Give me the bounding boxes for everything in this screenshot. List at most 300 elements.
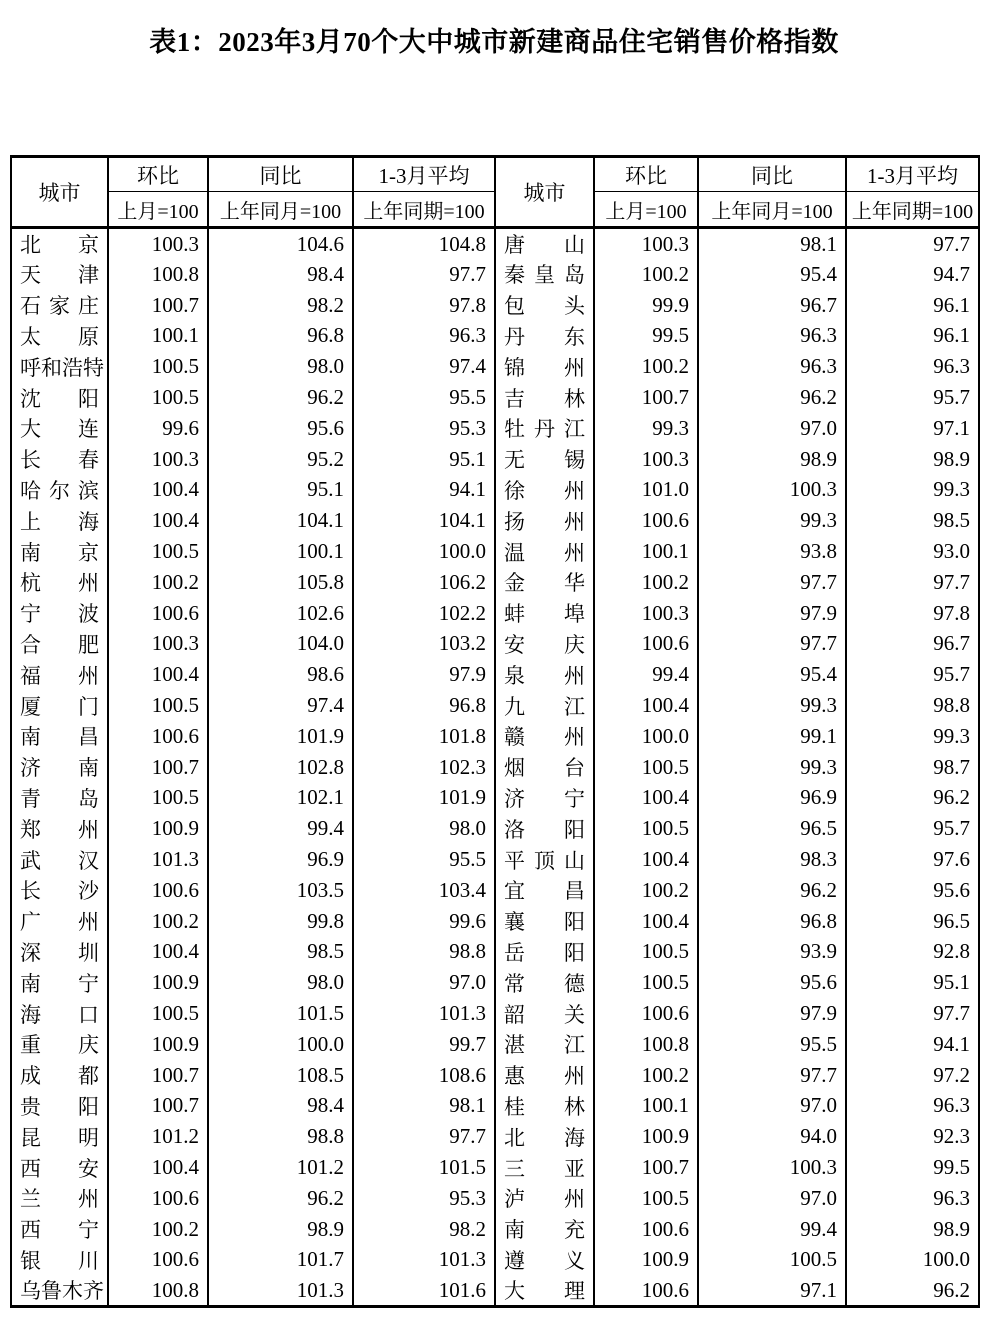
city-cell-left-text: [12, 1245, 107, 1275]
city-char: 州: [564, 1187, 585, 1212]
header-avg-base-right: 上年同期=100: [846, 192, 979, 228]
value-yoy-left: 96.2: [208, 382, 353, 413]
city-char: 德: [564, 971, 585, 996]
city-cell-left-text: [12, 937, 107, 967]
city-char: 州: [564, 1064, 585, 1089]
city-char: 波: [78, 602, 99, 627]
value-yoy-right: 99.3: [698, 752, 846, 783]
value-mom-left: 100.9: [108, 967, 208, 998]
value-mom-right: 100.9: [594, 1245, 698, 1276]
value-yoy-left: 98.9: [208, 1214, 353, 1245]
value-yoy-right: 98.1: [698, 228, 846, 260]
value-yoy-right: 94.0: [698, 1121, 846, 1152]
value-avg-left: 98.8: [353, 937, 495, 968]
value-yoy-right: 95.5: [698, 1029, 846, 1060]
city-char: 州: [78, 663, 99, 688]
value-mom-right: 99.4: [594, 659, 698, 690]
city-cell-left-text: [12, 537, 107, 567]
city-char: 烟: [504, 756, 525, 781]
city-cell-left: [11, 998, 108, 1029]
header-mom-right: 环比: [594, 157, 698, 192]
value-yoy-right: 100.3: [698, 475, 846, 506]
city-char: 杭: [20, 571, 41, 596]
city-cell-left: [11, 598, 108, 629]
value-yoy-left: 98.5: [208, 937, 353, 968]
value-avg-left: 95.3: [353, 1183, 495, 1214]
table-row: [11, 752, 979, 783]
city-char: 州: [564, 509, 585, 534]
city-cell-left: [11, 1091, 108, 1122]
city-char: 庄: [78, 294, 99, 319]
table-row: [11, 813, 979, 844]
city-char: 州: [564, 540, 585, 565]
value-yoy-right: 100.3: [698, 1152, 846, 1183]
value-avg-left: 101.9: [353, 783, 495, 814]
value-yoy-left: 96.9: [208, 844, 353, 875]
value-avg-left: 97.8: [353, 290, 495, 321]
value-mom-right: 100.3: [594, 228, 698, 260]
city-cell-right-text: [496, 506, 593, 536]
value-mom-left: 100.4: [108, 1152, 208, 1183]
value-mom-right: 100.4: [594, 690, 698, 721]
value-mom-right: 99.9: [594, 290, 698, 321]
city-char: 吉: [504, 386, 525, 411]
city-cell-right-text: [496, 691, 593, 721]
city-cell-right-text: [496, 537, 593, 567]
city-cell-right-text: [496, 1091, 593, 1121]
value-mom-right: 100.7: [594, 1152, 698, 1183]
value-mom-right: 100.3: [594, 598, 698, 629]
city-char: 阳: [564, 940, 585, 965]
value-mom-left: 100.9: [108, 813, 208, 844]
city-cell-left-text: [12, 721, 107, 751]
city-char: 广: [20, 910, 41, 935]
table-row: [11, 783, 979, 814]
page-title: 表1：2023年3月70个大中城市新建商品住宅销售价格指数: [149, 27, 839, 57]
value-mom-left: 100.7: [108, 1060, 208, 1091]
city-char: 州: [564, 478, 585, 503]
city-cell-right-text: [496, 475, 593, 505]
city-char: 银: [20, 1248, 41, 1273]
table-row: [11, 1121, 979, 1152]
value-yoy-right: 96.5: [698, 813, 846, 844]
value-mom-right: 100.2: [594, 259, 698, 290]
city-cell-right: [495, 536, 594, 567]
city-cell-right-text: [496, 814, 593, 844]
value-yoy-left: 100.0: [208, 1029, 353, 1060]
city-cell-right: [495, 937, 594, 968]
value-yoy-right: 96.2: [698, 875, 846, 906]
table-row: [11, 875, 979, 906]
value-mom-left: 100.4: [108, 475, 208, 506]
city-char: 乌: [20, 1279, 41, 1304]
city-cell-right-text: [496, 660, 593, 690]
city-cell-left-text: [12, 383, 107, 413]
value-yoy-left: 103.5: [208, 875, 353, 906]
city-char: 门: [78, 694, 99, 719]
value-avg-left: 100.0: [353, 536, 495, 567]
value-mom-right: 100.1: [594, 536, 698, 567]
city-char: 合: [20, 632, 41, 657]
city-cell-left: [11, 1152, 108, 1183]
value-avg-left: 99.6: [353, 906, 495, 937]
price-index-table: [10, 155, 980, 1308]
city-cell-right: [495, 659, 594, 690]
value-yoy-right: 98.3: [698, 844, 846, 875]
city-char: 和: [41, 355, 62, 380]
city-cell-left-text: [12, 1029, 107, 1059]
city-char: 林: [564, 1094, 585, 1119]
city-cell-right-text: [496, 999, 593, 1029]
city-char: 海: [564, 1125, 585, 1150]
value-yoy-left: 105.8: [208, 567, 353, 598]
city-cell-right-text: [496, 752, 593, 782]
value-yoy-left: 97.4: [208, 690, 353, 721]
city-char: 南: [504, 1218, 525, 1243]
city-cell-left: [11, 259, 108, 290]
city-cell-left: [11, 721, 108, 752]
city-cell-left-text: [12, 1060, 107, 1090]
city-cell-left: [11, 351, 108, 382]
city-char: 州: [564, 725, 585, 750]
value-avg-left: 97.0: [353, 967, 495, 998]
table-body: [11, 228, 979, 1307]
city-char: 丹: [504, 324, 525, 349]
city-char: 九: [504, 694, 525, 719]
city-cell-right-text: [496, 875, 593, 905]
city-char: 川: [78, 1248, 99, 1273]
table-row: [11, 937, 979, 968]
city-cell-left-text: [12, 567, 107, 597]
city-char: 无: [504, 448, 525, 473]
city-char: 阳: [564, 910, 585, 935]
city-char: 包: [504, 294, 525, 319]
value-mom-right: 101.0: [594, 475, 698, 506]
city-char: 亚: [564, 1156, 585, 1181]
city-char: 东: [564, 324, 585, 349]
city-char: 连: [78, 417, 99, 442]
city-cell-right: [495, 382, 594, 413]
city-char: 锦: [504, 355, 525, 380]
city-cell-right-text: [496, 383, 593, 413]
value-mom-right: 100.4: [594, 844, 698, 875]
value-yoy-left: 102.1: [208, 783, 353, 814]
city-char: 西: [20, 1218, 41, 1243]
city-char: 京: [78, 540, 99, 565]
city-char: 昌: [564, 879, 585, 904]
value-avg-left: 108.6: [353, 1060, 495, 1091]
value-mom-right: 100.6: [594, 505, 698, 536]
city-cell-right: [495, 752, 594, 783]
city-cell-left: [11, 875, 108, 906]
value-mom-left: 100.2: [108, 567, 208, 598]
table-row: [11, 567, 979, 598]
city-cell-right: [495, 967, 594, 998]
city-cell-right: [495, 567, 594, 598]
city-cell-right: [495, 998, 594, 1029]
city-char: 海: [78, 509, 99, 534]
city-cell-right: [495, 351, 594, 382]
city-char: 华: [564, 571, 585, 596]
city-cell-right-text: [496, 229, 593, 259]
city-cell-right: [495, 413, 594, 444]
value-mom-left: 100.3: [108, 228, 208, 260]
city-char: 鲁: [41, 1279, 62, 1304]
city-char: 圳: [78, 940, 99, 965]
value-avg-left: 98.1: [353, 1091, 495, 1122]
value-avg-right: 96.1: [846, 290, 979, 321]
table-row: [11, 321, 979, 352]
city-cell-right-text: [496, 259, 593, 289]
header-mom-base-right: 上月=100: [594, 192, 698, 228]
city-cell-left-text: [12, 1091, 107, 1121]
city-char: 江: [564, 694, 585, 719]
city-char: 皇: [534, 263, 555, 288]
city-cell-right: [495, 290, 594, 321]
city-cell-right: [495, 1275, 594, 1307]
city-cell-right: [495, 721, 594, 752]
city-char: 蚌: [504, 602, 525, 627]
city-char: 厦: [20, 694, 41, 719]
value-avg-left: 94.1: [353, 475, 495, 506]
city-char: 林: [564, 386, 585, 411]
value-yoy-right: 97.7: [698, 567, 846, 598]
city-char: 泸: [504, 1187, 525, 1212]
city-cell-left-text: [12, 259, 107, 289]
city-char: 宁: [564, 786, 585, 811]
city-char: 福: [20, 663, 41, 688]
value-mom-left: 100.4: [108, 659, 208, 690]
value-avg-right: 97.7: [846, 228, 979, 260]
value-avg-right: 98.9: [846, 1214, 979, 1245]
city-char: 扬: [504, 509, 525, 534]
city-char: 郑: [20, 817, 41, 842]
city-char: 洛: [504, 817, 525, 842]
city-char: 赣: [504, 725, 525, 750]
city-cell-left: [11, 382, 108, 413]
value-yoy-right: 97.0: [698, 1091, 846, 1122]
value-mom-left: 100.3: [108, 444, 208, 475]
city-char: 春: [78, 448, 99, 473]
city-cell-left-text: [12, 506, 107, 536]
city-char: 庆: [564, 632, 585, 657]
city-char: 秦: [504, 263, 525, 288]
value-yoy-left: 102.6: [208, 598, 353, 629]
city-char: 台: [564, 756, 585, 781]
value-avg-right: 96.1: [846, 321, 979, 352]
city-cell-left-text: [12, 845, 107, 875]
value-mom-left: 100.6: [108, 1183, 208, 1214]
city-char: 长: [20, 448, 41, 473]
city-char: 安: [78, 1156, 99, 1181]
header-avg-base-left: 上年同期=100: [353, 192, 495, 228]
city-cell-right: [495, 1214, 594, 1245]
value-mom-right: 100.2: [594, 1060, 698, 1091]
city-cell-left: [11, 783, 108, 814]
value-avg-right: 99.3: [846, 475, 979, 506]
city-cell-left-text: [12, 444, 107, 474]
value-yoy-left: 96.2: [208, 1183, 353, 1214]
table-row: [11, 1275, 979, 1307]
city-char: 青: [20, 786, 41, 811]
city-cell-right-text: [496, 290, 593, 320]
city-cell-right: [495, 475, 594, 506]
table-row: [11, 1183, 979, 1214]
value-mom-right: 100.3: [594, 444, 698, 475]
city-cell-left: [11, 321, 108, 352]
city-cell-right: [495, 1245, 594, 1276]
city-cell-left: [11, 290, 108, 321]
value-avg-right: 97.6: [846, 844, 979, 875]
value-yoy-left: 98.6: [208, 659, 353, 690]
city-char: 丹: [534, 417, 555, 442]
value-avg-left: 104.1: [353, 505, 495, 536]
city-char: 太: [20, 324, 41, 349]
city-char: 徐: [504, 478, 525, 503]
city-char: 岳: [504, 940, 525, 965]
value-mom-left: 100.5: [108, 690, 208, 721]
city-char: 重: [20, 1033, 41, 1058]
value-yoy-right: 99.3: [698, 505, 846, 536]
header-yoy-right: 同比: [698, 157, 846, 192]
city-cell-left: [11, 505, 108, 536]
city-cell-left-text: [12, 814, 107, 844]
value-avg-left: 106.2: [353, 567, 495, 598]
value-avg-right: 97.8: [846, 598, 979, 629]
city-char: 齐: [83, 1279, 104, 1304]
city-char: 京: [78, 233, 99, 257]
value-avg-left: 103.2: [353, 629, 495, 660]
value-yoy-right: 96.3: [698, 351, 846, 382]
value-yoy-right: 93.9: [698, 937, 846, 968]
value-mom-left: 100.5: [108, 783, 208, 814]
value-yoy-right: 97.1: [698, 1275, 846, 1307]
city-cell-left: [11, 659, 108, 690]
city-cell-right-text: [496, 629, 593, 659]
value-avg-left: 95.3: [353, 413, 495, 444]
value-yoy-left: 99.4: [208, 813, 353, 844]
value-yoy-left: 108.5: [208, 1060, 353, 1091]
value-yoy-left: 104.6: [208, 228, 353, 260]
value-mom-right: 100.5: [594, 937, 698, 968]
table-row: [11, 844, 979, 875]
city-char: 阳: [78, 386, 99, 411]
value-avg-right: 94.7: [846, 259, 979, 290]
value-avg-left: 104.8: [353, 228, 495, 260]
city-char: 宁: [20, 602, 41, 627]
value-yoy-left: 101.2: [208, 1152, 353, 1183]
city-cell-right: [495, 1152, 594, 1183]
city-cell-left: [11, 1183, 108, 1214]
city-cell-left: [11, 1275, 108, 1307]
city-cell-right-text: [496, 321, 593, 351]
city-cell-right: [495, 783, 594, 814]
value-yoy-right: 93.8: [698, 536, 846, 567]
value-yoy-right: 97.7: [698, 629, 846, 660]
city-cell-right-text: [496, 1122, 593, 1152]
value-avg-right: 98.9: [846, 444, 979, 475]
value-yoy-left: 101.9: [208, 721, 353, 752]
value-mom-right: 100.0: [594, 721, 698, 752]
value-mom-right: 100.2: [594, 351, 698, 382]
value-avg-right: 96.5: [846, 906, 979, 937]
value-mom-left: 100.5: [108, 351, 208, 382]
value-mom-left: 100.6: [108, 721, 208, 752]
value-avg-right: 96.3: [846, 1091, 979, 1122]
city-char: 浩: [62, 355, 83, 380]
city-cell-left: [11, 536, 108, 567]
value-yoy-right: 97.9: [698, 998, 846, 1029]
value-mom-right: 100.2: [594, 875, 698, 906]
city-char: 口: [78, 1002, 99, 1027]
city-cell-left: [11, 967, 108, 998]
value-avg-left: 97.4: [353, 351, 495, 382]
city-char: 襄: [504, 910, 525, 935]
value-mom-right: 100.5: [594, 967, 698, 998]
table-row: [11, 967, 979, 998]
value-mom-right: 99.5: [594, 321, 698, 352]
city-char: 津: [78, 263, 99, 288]
table-row: [11, 1060, 979, 1091]
table-row: [11, 1152, 979, 1183]
value-mom-left: 101.2: [108, 1121, 208, 1152]
header-yoy-base-right: 上年同月=100: [698, 192, 846, 228]
city-cell-left-text: [12, 691, 107, 721]
table-row: [11, 351, 979, 382]
city-char: 滨: [78, 478, 99, 503]
value-mom-left: 100.7: [108, 290, 208, 321]
value-mom-right: 100.5: [594, 1183, 698, 1214]
value-avg-right: 93.0: [846, 536, 979, 567]
table-row: [11, 690, 979, 721]
city-char: 原: [78, 324, 99, 349]
city-cell-left: [11, 690, 108, 721]
city-char: 都: [78, 1064, 99, 1089]
value-yoy-right: 96.8: [698, 906, 846, 937]
city-cell-right: [495, 1029, 594, 1060]
value-avg-right: 96.3: [846, 351, 979, 382]
value-mom-left: 100.6: [108, 1245, 208, 1276]
value-avg-right: 96.2: [846, 783, 979, 814]
value-yoy-right: 95.6: [698, 967, 846, 998]
table-row: [11, 290, 979, 321]
value-avg-right: 95.1: [846, 967, 979, 998]
value-mom-right: 100.7: [594, 382, 698, 413]
value-yoy-right: 100.5: [698, 1245, 846, 1276]
city-char: 头: [564, 294, 585, 319]
value-mom-right: 100.4: [594, 783, 698, 814]
city-char: 韶: [504, 1002, 525, 1027]
city-cell-right-text: [496, 598, 593, 628]
city-char: 大: [504, 1279, 525, 1304]
value-yoy-left: 99.8: [208, 906, 353, 937]
city-cell-left: [11, 906, 108, 937]
value-avg-right: 98.7: [846, 752, 979, 783]
city-char: 安: [504, 632, 525, 657]
value-avg-right: 96.7: [846, 629, 979, 660]
header-mom-left: 环比: [108, 157, 208, 192]
value-avg-right: 95.6: [846, 875, 979, 906]
city-char: 三: [504, 1156, 525, 1181]
city-char: 宜: [504, 879, 525, 904]
city-cell-left-text: [12, 1122, 107, 1152]
city-cell-right: [495, 321, 594, 352]
value-avg-left: 101.6: [353, 1275, 495, 1307]
value-yoy-left: 95.6: [208, 413, 353, 444]
city-cell-right-text: [496, 1214, 593, 1244]
city-char: 昌: [78, 725, 99, 750]
value-yoy-left: 98.0: [208, 967, 353, 998]
